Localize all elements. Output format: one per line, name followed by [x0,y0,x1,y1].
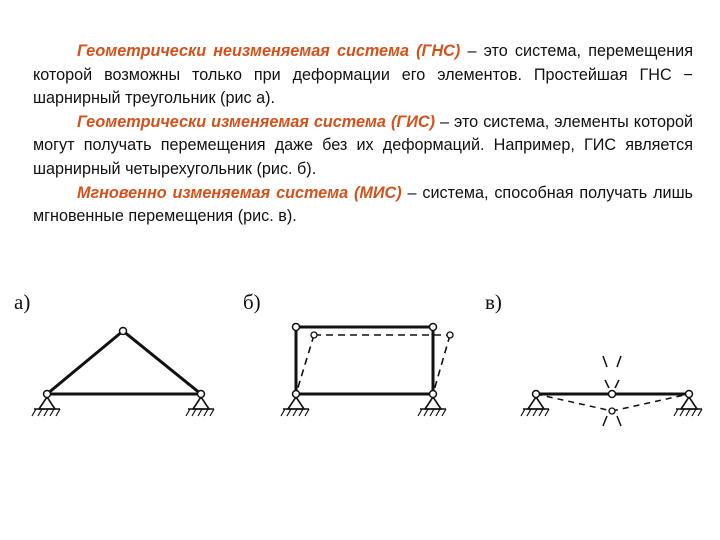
figure-a-label: а) [14,290,31,314]
figure-a-triangle [32,328,214,417]
hinge-icon [293,391,300,398]
pin-support-icon [521,397,549,416]
hinge-icon [609,391,616,398]
hinge-icon [198,391,205,398]
hinge-icon [311,332,317,338]
hinge-icon [120,328,127,335]
term-gns: Геометрически неизменяемая система (ГНС) [77,42,461,60]
hinge-icon [609,408,615,414]
pin-support-icon [674,397,702,416]
hinge-icon [447,332,453,338]
pin-support-icon [186,397,214,416]
hinge-icon [430,391,437,398]
figure-b-label: б) [243,290,261,314]
pin-support-icon [32,397,60,416]
pin-support-icon [281,397,309,416]
hinge-icon [533,391,540,398]
hinge-icon [686,391,693,398]
definition-gis: – это система, элементы которой могут получать перемещения даже без их деформаций. Например, ГИС является шарнирный четырехугольник (рис. б). [33,112,693,178]
term-mis: Мгновенно изменяемая система (МИС) [77,183,402,202]
term-gis: Геометрически изменяемая система (ГИС) [77,112,435,131]
definition-mis: – система, способная получать лишь мгновенные перемещения (рис. в). [33,183,693,226]
hinge-icon [44,391,51,398]
hinge-icon [293,324,300,331]
figure-c-mis [521,356,702,426]
definition-gns: – это система, перемещения которой возможны только при деформации его элементов. Простейшая ГНС − шарнирный треугольник (рис а). [33,42,693,108]
figure-c-label: в) [485,290,502,314]
pin-support-icon [418,397,446,416]
figure-b-quadrilateral [281,324,453,417]
hinge-icon [430,324,437,331]
